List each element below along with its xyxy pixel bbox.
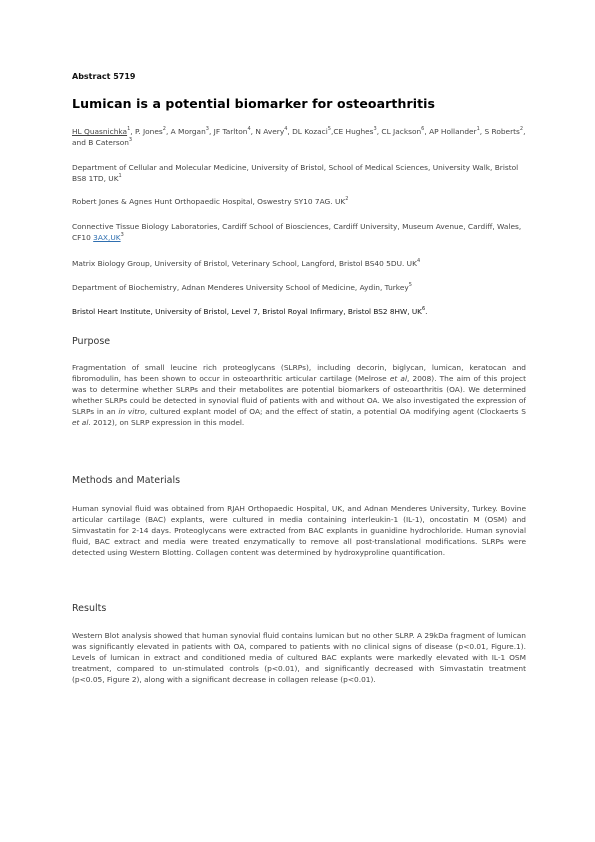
author-name: HL Quasnichka bbox=[72, 127, 128, 136]
affiliation-sup: 4 bbox=[416, 258, 421, 265]
purpose-italic-1: et al bbox=[389, 374, 408, 383]
author-name: P. Jones bbox=[134, 127, 163, 136]
author-name: S Roberts bbox=[484, 127, 520, 136]
author-name: A Morgan bbox=[170, 127, 206, 136]
affiliation-text: Robert Jones & Agnes Hunt Orthopaedic Hospital, Oswestry SY10 7AG. UK bbox=[72, 197, 346, 206]
author-affil: 4 bbox=[284, 126, 288, 133]
author-affil: 2 bbox=[162, 126, 166, 133]
author-affil: 6 bbox=[421, 126, 425, 133]
author-affil: 1 bbox=[127, 126, 131, 133]
affiliation-5 bbox=[72, 282, 526, 293]
affiliation-text: Department of Biochemistry, Adnan Menderes University School of Medicine, Aydin, Turkey bbox=[72, 283, 409, 292]
affiliation-4 bbox=[72, 258, 526, 269]
author-affil: 3 bbox=[128, 137, 133, 144]
methods-paragraph: Human synovial fluid was obtained from RJAH Orthopaedic Hospital, UK, and Adnan Menderes University, Turkey. Bovine articular cartilage (BAC) explants, were cultured in media containing interleukin-1 (IL-1), oncostatin M (OSM) and Simvastatin for 2-14 days. Proteoglycans were extracted from BAC explants in guanidine hydrochloride. Human synovial fluid, BAC extract and media were treated enzymatically to remove all post-translational modifications. SLRPs were detected using Western Blotting. Collagen content was determined by hydroxyproline quantification. bbox=[72, 504, 526, 557]
affiliation-sup: 3 bbox=[120, 232, 124, 239]
affiliation-sup: 1 bbox=[118, 173, 122, 180]
purpose-heading: Purpose bbox=[72, 336, 111, 347]
affiliation-sup: 2 bbox=[345, 196, 349, 203]
purpose-paragraph bbox=[72, 362, 526, 428]
affiliation-text: Connective Tissue Biology Laboratories, Cardiff School of Biosciences, Cardiff University, Museum Avenue, Cardiff, Wales, CF10 bbox=[72, 222, 522, 242]
purpose-italic-3: et al bbox=[72, 418, 89, 427]
affiliation-postcode-link[interactable]: 3AX,UK bbox=[93, 233, 121, 242]
purpose-text-4: . 2012), on SLRP expression in this model. bbox=[88, 418, 245, 427]
paper-title: Lumican is a potential biomarker for osteoarthritis bbox=[72, 96, 436, 111]
author-name: DL Kozaci bbox=[292, 127, 328, 136]
author-name: JF Tarlton bbox=[213, 127, 248, 136]
author-name: N Avery bbox=[255, 127, 285, 136]
purpose-text-3: , cultured explant model of OA; and the effect of statin, a potential OA modifying agent (Clockaerts S bbox=[144, 407, 526, 416]
author-affil: 3 bbox=[205, 126, 209, 133]
affiliation-2 bbox=[72, 196, 526, 207]
author-list: HL Quasnichka$^1$, P. Jones$^2$, A Morgan$^3$, JF Tarlton$^4$, N Avery$^4$, DL Kozaci$^5$,CE Hughes$^3$, CL Jackson$^6$, AP Hollander$^1$, S Roberts$^2$, and B Caterson$^3$ bbox=[72, 126, 526, 147]
methods-heading: Methods and Materials bbox=[72, 475, 181, 486]
author-name: B Caterson bbox=[88, 138, 129, 147]
affiliation-3 bbox=[72, 221, 526, 243]
results-heading: Results bbox=[72, 603, 107, 614]
affiliation-1 bbox=[72, 162, 526, 184]
affiliation-text: Bristol Heart Institute, University of Bristol, Level 7, Bristol Royal Infirmary, Bristol BS2 8HW, UK bbox=[72, 307, 422, 316]
affiliation-text: Department of Cellular and Molecular Medicine, University of Bristol, School of Medical Sciences, University Walk, Bristol BS8 1TD, UK bbox=[72, 163, 519, 183]
author-affil: 3 bbox=[373, 126, 377, 133]
purpose-italic-2: in vitro bbox=[118, 407, 145, 416]
abstract-number: Abstract 5719 bbox=[72, 72, 136, 81]
purpose-text-1: Fragmentation of small leucine rich proteoglycans (SLRPs), including decorin, biglycan, lumican, keratocan and fibromodulin, has been shown to occur in osteoarthritic articular cartilage (Melrose bbox=[72, 363, 526, 383]
author-affil: 4 bbox=[247, 126, 251, 133]
affiliation-sup: 6 bbox=[421, 306, 426, 313]
affiliation-tail: . bbox=[425, 307, 428, 316]
affiliation-text: Matrix Biology Group, University of Bristol, Veterinary School, Langford, Bristol BS40 5DU. UK bbox=[72, 259, 417, 268]
author-name: CL Jackson bbox=[381, 127, 422, 136]
affiliation-sup: 5 bbox=[408, 282, 412, 289]
purpose-text-2: , 2008). The aim of this project was to determine whether SLRPs and their metabolites are potential biomarkers of osteoarthritis (OA). We determined whether SLRPs could be detected in synovial fluid of patients with and without OA. We also investigated the expression of SLRPs in an bbox=[72, 374, 526, 416]
author-affil: 5 bbox=[327, 126, 331, 133]
author-affil: 2 bbox=[519, 126, 524, 133]
author-name: AP Hollander bbox=[429, 127, 477, 136]
affiliation-6 bbox=[72, 307, 542, 316]
author-affil: 1 bbox=[476, 126, 480, 133]
results-paragraph: Western Blot analysis showed that human synovial fluid contains lumican but no other SLRP. A 29kDa fragment of lumican was significantly elevated in patients with OA, compared to patients with no clinical signs of disease (p<0.01, Figure.1). Levels of lumican in extract and conditioned media of cultured BAC explants were markedly elevated with IL-1 OSM treatment, compared to un-stimulated controls (p<0.01), and significantly decreased with Simvastatin treatment (p<0.05, Figure 2), along with a significant decrease in collagen release (p<0.01). bbox=[72, 631, 526, 684]
author-name: CE Hughes bbox=[333, 127, 374, 136]
